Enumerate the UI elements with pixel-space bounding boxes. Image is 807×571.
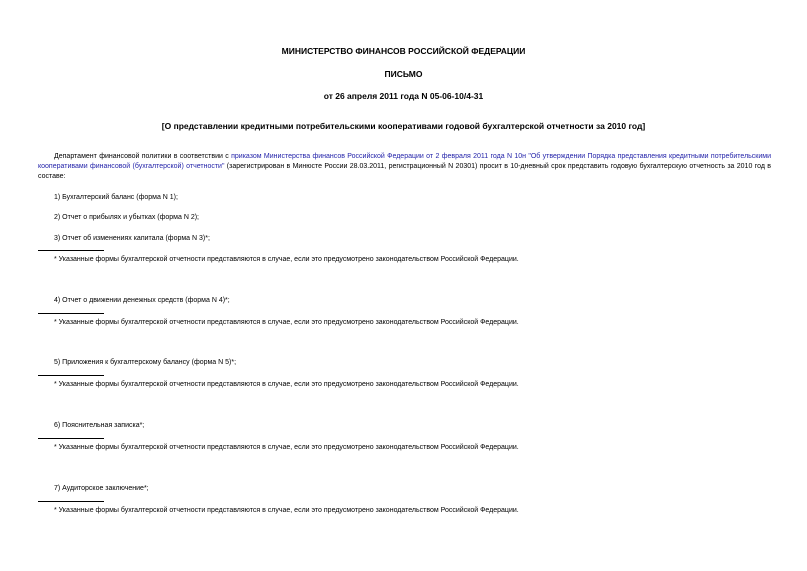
document-subject: [О представлении кредитными потребительскими кооперативами годовой бухгалтерской отчетности за 2010 год] — [161, 121, 646, 131]
footnote-separator — [38, 250, 104, 251]
list-item-4: 4) Отчет о движении денежных средств (форма N 4)*; — [54, 297, 230, 304]
document-type: ПИСЬМО — [384, 69, 423, 79]
footnote-separator — [38, 438, 104, 439]
list-item-3: 3) Отчет об изменениях капитала (форма N 3)*; — [54, 235, 210, 242]
footnote: * Указанные формы бухгалтерской отчетности представляются в случае, если это предусмотрено законодательством Российской Федерации. — [54, 507, 519, 514]
intro-text-start: Департамент финансовой политики в соответствии с — [54, 153, 232, 160]
footnote-separator — [38, 501, 104, 502]
intro-text-end: (зарегистрирован в Минюсте России 28.03.2011, регистрационный N 20301) просит в 10-дневный срок представить годовую бухгалтерскую отчетность за 2010 год в составе: — [38, 163, 771, 180]
list-item-6: 6) Пояснительная записка*; — [54, 422, 145, 429]
list-item-7: 7) Аудиторское заключение*; — [54, 485, 149, 492]
footnote: * Указанные формы бухгалтерской отчетности представляются в случае, если это предусмотрено законодательством Российской Федерации. — [54, 319, 519, 326]
footnote: * Указанные формы бухгалтерской отчетности представляются в случае, если это предусмотрено законодательством Российской Федерации. — [54, 381, 519, 388]
footnote: * Указанные формы бухгалтерской отчетности представляются в случае, если это предусмотрено законодательством Российской Федерации. — [54, 444, 519, 451]
intro-paragraph — [38, 152, 771, 182]
list-item-2: 2) Отчет о прибылях и убытках (форма N 2); — [54, 214, 200, 221]
list-item-1: 1) Бухгалтерский баланс (форма N 1); — [54, 194, 178, 201]
list-item-5: 5) Приложения к бухгалтерскому балансу (форма N 5)*; — [54, 359, 237, 366]
footnote-separator — [38, 313, 104, 314]
ministry-title: МИНИСТЕРСТВО ФИНАНСОВ РОССИЙСКОЙ ФЕДЕРАЦИИ — [281, 46, 526, 56]
document-date-number: от 26 апреля 2011 года N 05-06-10/4-31 — [323, 91, 484, 101]
footnote-separator — [38, 375, 104, 376]
order-link[interactable]: приказом Министерства финансов Российской Федерации от 2 февраля 2011 года N 10н "Об утверждении Порядка представления кредитными потребительскими кооперативами финансовой (бухгалтерской) отчетности" — [38, 153, 771, 170]
footnote: * Указанные формы бухгалтерской отчетности представляются в случае, если это предусмотрено законодательством Российской Федерации. — [54, 256, 519, 263]
